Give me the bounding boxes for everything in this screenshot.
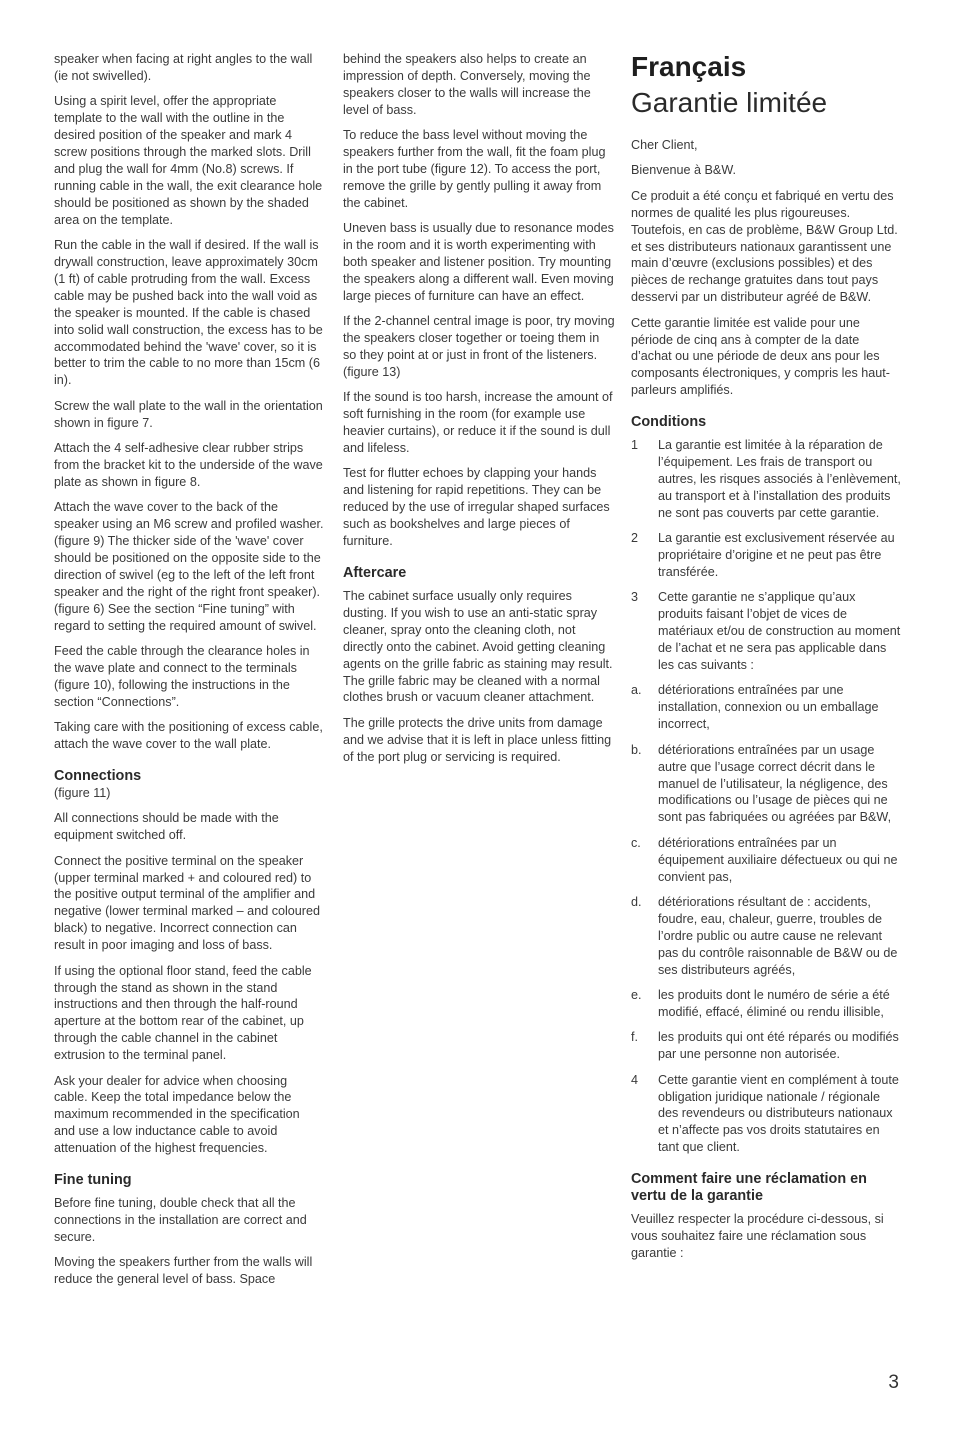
list-item: [631, 742, 903, 827]
figure-reference: (figure 11): [54, 785, 111, 800]
paragraph: behind the speakers also helps to create an impression of depth. Conversely, moving the speakers closer to the walls will increase the level of bass.: [343, 52, 591, 117]
column-middle: [343, 51, 615, 774]
list-item-text: Cette garantie ne s’applique qu’aux produits faisant l’objet de vices de matériaux et/ou de construction au moment de l’achat et ne sera pas applicable dans les cas suivants :: [658, 590, 901, 673]
paragraph: Cette garantie limitée est valide pour une période de cinq ans à compter de la date d’achat ou une période de deux ans pour les composants électroniques, y compris les haut-parleurs amplifiés.: [631, 315, 890, 398]
paragraph: Uneven bass is usually due to resonance modes in the room and it is worth experimenting with both speaker and listener position. Try mounting the speakers along a different wall. Even moving large pieces of furniture can have an effect.: [343, 221, 614, 303]
list-item-text: La garantie est exclusivement réservée au propriétaire d’origine et ne peut pas être transférée.: [658, 531, 895, 580]
page-title: Garantie limitée: [631, 87, 828, 118]
list-item-text: détériorations résultant de : accidents, foudre, eau, chaleur, guerre, troubles de l’ordre public ou autre cause ne relevant pas du contrôle raisonnable de B&W ou de ses distributeurs agréés,: [658, 894, 898, 977]
section-heading-aftercare: Aftercare: [343, 564, 407, 581]
list-item-text: détériorations entraînées par un équipement auxiliaire défectueux ou qui ne convient pas,: [658, 835, 898, 884]
language-title: Français: [631, 51, 747, 82]
list-marker: 3: [631, 590, 639, 605]
list-marker: f.: [631, 1030, 638, 1045]
section-heading-conditions: Conditions: [631, 414, 707, 431]
section-heading-fine-tuning: Fine tuning: [54, 1172, 132, 1189]
list-item: [631, 589, 903, 674]
list-marker: e.: [631, 987, 642, 1002]
paragraph: Ask your dealer for advice when choosing cable. Keep the total impedance below the maximum recommended in the specification and use a low inductance cable to avoid attenuation of the highest frequencies.: [54, 1073, 300, 1156]
paragraph: Feed the cable through the clearance holes in the wave plate and connect to the terminals (figure 10), following the instructions in the section “Connections”.: [54, 644, 310, 709]
list-marker: 2: [631, 531, 639, 546]
paragraph: Veuillez respecter la procédure ci-dessous, si vous souhaitez faire une réclamation sous garantie :: [631, 1212, 884, 1260]
list-item: [631, 437, 903, 522]
paragraph: Before fine tuning, double check that all the connections in the installation are correct and secure.: [54, 1196, 307, 1244]
paragraph: Using a spirit level, offer the appropriate template to the wall with the outline in the desired position of the speaker and mark 4 screw positions through the marked slots. Drill and plug the wall for 4mm (No.8) screws. If running cable in the wall, the exit clearance hole should be positioned as shown by the shaded area on the template.: [54, 94, 323, 227]
paragraph: The grille protects the drive units from damage and we advise that it is left in place unless fitting of the port plug or servicing is required.: [343, 715, 612, 764]
column-right: [631, 51, 903, 1270]
list-marker: a.: [631, 683, 642, 698]
paragraph: Taking care with the positioning of excess cable, attach the wave cover to the wall plate.: [54, 720, 323, 752]
list-marker: 4: [631, 1072, 639, 1087]
page-number: 3: [888, 1372, 899, 1393]
paragraph: Screw the wall plate to the wall in the orientation shown in figure 7.: [54, 398, 323, 430]
list-marker: d.: [631, 894, 642, 909]
paragraph: All connections should be made with the equipment switched off.: [54, 811, 279, 843]
section-heading-warranty-claim: Comment faire une réclamation en vertu de la garantie: [631, 1171, 867, 1205]
list-item-text: détériorations entraînées par une installation, connexion ou un emballage incorrect,: [658, 683, 879, 732]
list-item-text: Cette garantie vient en complément à toute obligation juridique nationale / régionale des revendeurs ou distributeurs nationaux et n’affecte pas vos droits statutaires en tant que client.: [658, 1072, 899, 1155]
list-marker: b.: [631, 742, 642, 757]
paragraph: Moving the speakers further from the walls will reduce the general level of bass. Space: [54, 1255, 313, 1287]
column-left: [54, 51, 324, 1297]
paragraph: Run the cable in the wall if desired. If the wall is drywall construction, leave approximately 30cm (1 ft) of cable protruding from the wall. Excess cable may be pushed back into the wall void as the speaker is mounted. If the cable is chased into solid wall construction, the excess has to be accommodated behind the 'wave' cover, so it is better to trim the cable to no more than 15cm (6 in).: [54, 238, 323, 388]
list-item: [631, 835, 903, 886]
list-marker: c.: [631, 835, 641, 850]
list-item: [631, 987, 903, 1021]
paragraph: Attach the 4 self-adhesive clear rubber strips from the bracket kit to the underside of the wave plate as shown in figure 8.: [54, 441, 323, 489]
list-item: [631, 530, 903, 581]
paragraph: Cher Client,: [631, 138, 698, 152]
paragraph: To reduce the bass level without moving the speakers further from the wall, fit the foam plug in the port tube (figure 12). To access the port, remove the grille by gently pulling it away from the cabinet.: [343, 128, 606, 210]
paragraph: Bienvenue à B&W.: [631, 163, 737, 178]
list-marker: 1: [631, 438, 639, 453]
list-item: [631, 1029, 903, 1063]
paragraph: The cabinet surface usually only requires dusting. If you wish to use an anti-static spray cleaner, spray onto the cleaning cloth, not directly onto the cabinet. Avoid getting cleaning agents on the grille fabric as staining may result. The grille fabric may be cleaned with a normal clothes brush or vacuum cleaner attachment.: [343, 588, 613, 705]
list-item: [631, 682, 903, 733]
conditions-list: [631, 437, 903, 1156]
list-item: [631, 1072, 903, 1157]
list-item-text: les produits qui ont été réparés ou modifiés par une personne non autorisée.: [658, 1030, 899, 1062]
paragraph: Test for flutter echoes by clapping your hands and listening for rapid repetitions. They can be reduced by the use of irregular shaped surfaces such as bookshelves and large pieces of furniture.: [343, 466, 610, 549]
list-item-text: détériorations entraînées par un usage autre que l’usage correct décrit dans le manuel de l’utilisateur, la négligence, des modifications ou l’usage de pièces qui ne sont pas fabriquées ou agréées par B&W,: [658, 742, 892, 825]
paragraph: Ce produit a été conçu et fabriqué en vertu des normes de qualité les plus rigoureuses. Toutefois, en cas de problème, B&W Group Ltd. et ses distributeurs nationaux garantissent une main d’œuvre (exclusions possibles) et des pièces de rechange gratuites dans tout pays desservi par un distributeur agréé de B&W.: [631, 188, 898, 305]
list-item: [631, 894, 903, 979]
list-item-text: La garantie est limitée à la réparation de l’équipement. Les frais de transport ou autres, les risques associés à l’enlèvement, au transport et à l’installation des produits ne sont pas couverts par cette garantie.: [658, 438, 901, 520]
paragraph: If the sound is too harsh, increase the amount of soft furnishing in the room (for example use heavier curtains), or reduce it if the sound is dull and lifeless.: [343, 390, 613, 456]
paragraph: If using the optional floor stand, feed the cable through the stand as shown in the stand instructions and then through the half-round aperture at the bottom rear of the cabinet, up through the cable channel in the cabinet extrusion to the terminal panel.: [54, 963, 312, 1063]
paragraph: speaker when facing at right angles to the wall (ie not swivelled).: [54, 52, 313, 83]
paragraph: Connect the positive terminal on the speaker (upper terminal marked + and coloured red) to the positive output terminal of the amplifier and negative (lower terminal marked – and coloured black) to negative. Incorrect connection can result in poor imaging and loss of bass.: [54, 853, 321, 953]
section-heading-connections: Connections: [54, 767, 142, 784]
paragraph: Attach the wave cover to the back of the speaker using an M6 screw and profiled washer. (figure 9) The thicker side of the 'wave' cover should be positioned on the opposite side to the direction of swivel (eg to the left of the left front speaker and the right of the right front speaker). (figure 6) See the section “Fine tuning” with regard to setting the required amount of swivel.: [54, 500, 324, 633]
list-item-text: les produits dont le numéro de série a été modifié, effacé, éliminé ou rendu illisible,: [658, 987, 890, 1019]
paragraph: If the 2-channel central image is poor, try moving the speakers closer together or toeing them in so they point at or just in front of the listeners. (figure 13): [343, 314, 615, 379]
